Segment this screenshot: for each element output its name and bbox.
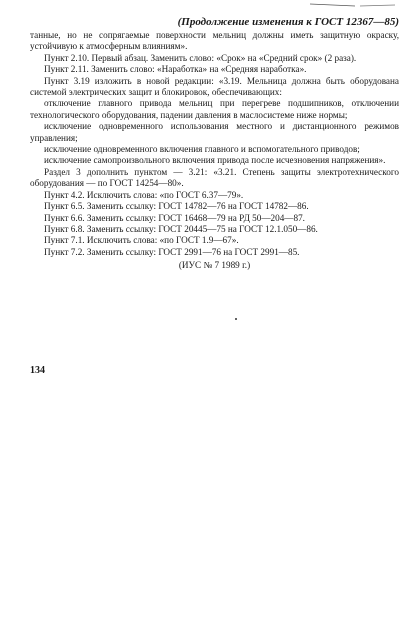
paragraph: Пункт 6.5. Заменить ссылку: ГОСТ 14782—76 на ГОСТ 14782—86. <box>44 201 309 212</box>
paragraph: Пункт 6.6. Заменить ссылку: ГОСТ 16468—79 на РД 50—204—87. <box>44 212 305 223</box>
page-number: 134 <box>30 365 45 376</box>
paragraph: Пункт 3.19 изложить в новой редакции: «3.19. Мельница должна быть оборудована системой электрических защит и блокировок, обеспечивающих: <box>30 75 399 98</box>
paragraph: танные, но не сопрягаемые поверхности мельниц должны иметь защитную окраску, устойчивую к атмосферным влияниям». <box>30 30 399 52</box>
document-body <box>30 30 399 272</box>
source-note: (ИУС № 7 1989 г.) <box>178 260 251 271</box>
paragraph: Пункт 2.11. Заменить слово: «Наработка» на «Средняя наработка». <box>44 64 307 75</box>
paragraph: исключение одновременного использования местного и дистанционного режимов управления; <box>30 121 399 143</box>
paragraph: исключение самопроизвольного включения привода после исчезновения напряжения». <box>44 155 386 166</box>
paragraph: исключение одновременного включения главного и вспомогательного приводов; <box>44 144 360 155</box>
paragraph: Пункт 6.8. Заменить ссылку: ГОСТ 20445—75 на ГОСТ 12.1.050—86. <box>44 223 318 234</box>
paragraph: отключение главного привода мельниц при перегреве подшипников, отключении технологического оборудования, падении давления в маслосистеме ниже нормы; <box>30 98 399 120</box>
scan-mark <box>300 0 400 10</box>
paragraph: Пункт 7.1. Исключить слова: «по ГОСТ 1.9—67». <box>44 235 239 246</box>
paragraph: Пункт 7.2. Заменить ссылку: ГОСТ 2991—76 на ГОСТ 2991—85. <box>44 246 300 257</box>
scan-speck <box>235 318 237 320</box>
page-header: (Продолжение изменения к ГОСТ 12367—85) <box>177 16 399 28</box>
paragraph: Пункт 4.2. Исключить слова: «по ГОСТ 6.37—79». <box>44 189 244 200</box>
paragraph: Пункт 2.10. Первый абзац. Заменить слово: «Срок» на «Средний срок» (2 раза). <box>44 52 357 63</box>
paragraph: Раздел 3 дополнить пунктом — 3.21: «3.21. Степень защиты электротехнического оборудования — по ГОСТ 14254—80». <box>30 166 399 189</box>
